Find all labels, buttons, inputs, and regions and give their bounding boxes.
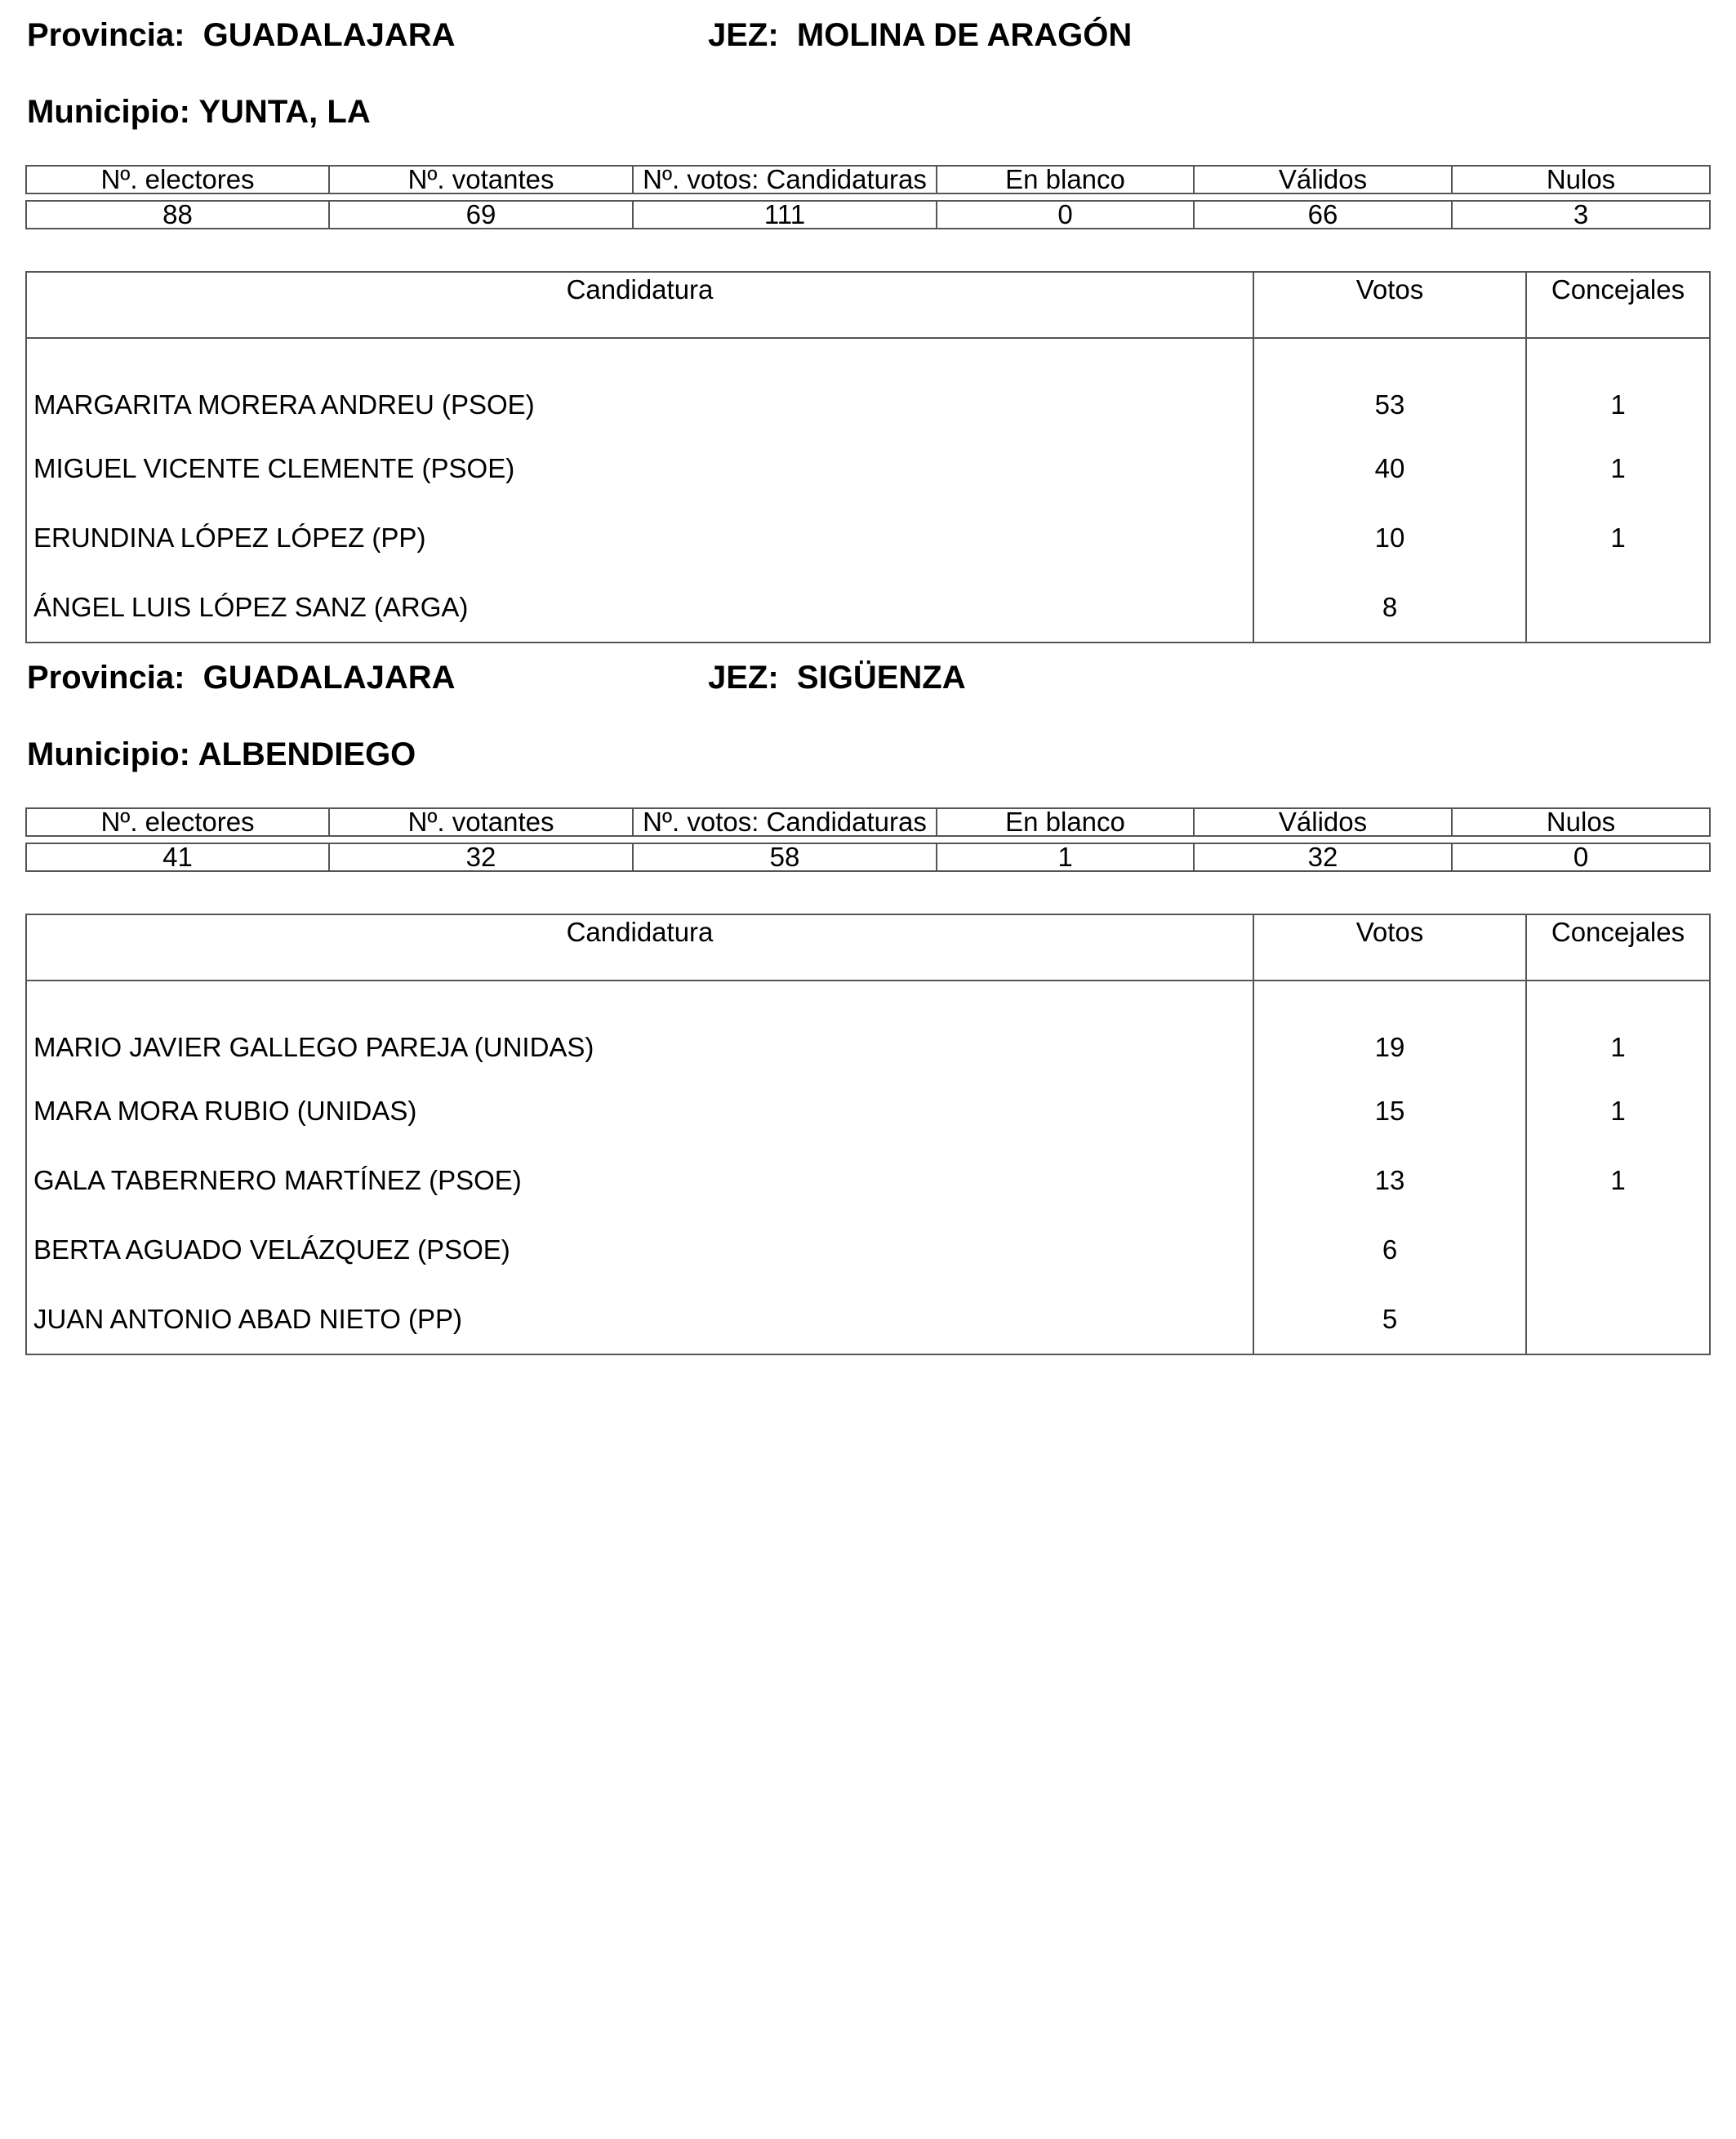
candidatura-header: Candidatura xyxy=(26,272,1253,338)
candidate-row xyxy=(26,434,1710,503)
summary-value-cell: 0 xyxy=(1452,843,1710,871)
summary-value-cell: 32 xyxy=(329,843,633,871)
candidate-concejales xyxy=(1526,1215,1710,1284)
provincia-label: Provincia: xyxy=(27,17,185,53)
candidate-name: MARIO JAVIER GALLEGO PAREJA (UNIDAS) xyxy=(26,981,1253,1076)
summary-header-cell: Válidos xyxy=(1194,166,1452,193)
provincia-heading xyxy=(27,659,456,696)
candidate-row xyxy=(26,572,1710,643)
jez-heading xyxy=(708,16,1132,54)
candidate-name: ERUNDINA LÓPEZ LÓPEZ (PP) xyxy=(26,503,1253,572)
summary-header-cell: Nº. votantes xyxy=(329,166,633,193)
results-header-row xyxy=(26,914,1710,981)
summary-value-cell: 3 xyxy=(1452,201,1710,229)
candidate-row xyxy=(26,981,1710,1076)
results-header-row xyxy=(26,272,1710,338)
candidate-concejales xyxy=(1526,572,1710,643)
candidate-votos: 6 xyxy=(1253,1215,1526,1284)
summary-value-cell: 32 xyxy=(1194,843,1452,871)
candidate-name: BERTA AGUADO VELÁZQUEZ (PSOE) xyxy=(26,1215,1253,1284)
jez-value: MOLINA DE ARAGÓN xyxy=(796,17,1133,53)
candidate-row xyxy=(26,1076,1710,1145)
provincia-value: GUADALAJARA xyxy=(203,660,456,696)
candidate-votos: 5 xyxy=(1253,1284,1526,1354)
candidate-name: MIGUEL VICENTE CLEMENTE (PSOE) xyxy=(26,434,1253,503)
summary-header-cell: Nº. electores xyxy=(26,166,329,193)
candidate-name: ÁNGEL LUIS LÓPEZ SANZ (ARGA) xyxy=(26,572,1253,643)
candidate-votos: 40 xyxy=(1253,434,1526,503)
jez-label: JEZ: xyxy=(708,17,779,53)
candidate-concejales: 1 xyxy=(1526,1076,1710,1145)
summary-header-cell: Válidos xyxy=(1194,808,1452,836)
summary-value-cell: 41 xyxy=(26,843,329,871)
municipio-value: ALBENDIEGO xyxy=(198,736,416,772)
candidate-votos: 15 xyxy=(1253,1076,1526,1145)
municipio-section-yunta xyxy=(25,15,1709,622)
candidate-votos: 53 xyxy=(1253,338,1526,434)
concejales-header: Concejales xyxy=(1526,914,1710,981)
results-table xyxy=(25,271,1711,643)
summary-values-table xyxy=(25,843,1711,872)
summary-header-cell: Nº. votantes xyxy=(329,808,633,836)
summary-value-row xyxy=(26,201,1710,229)
candidatura-header: Candidatura xyxy=(26,914,1253,981)
results-table xyxy=(25,914,1711,1355)
summary-table xyxy=(25,807,1711,837)
candidate-row xyxy=(26,503,1710,572)
summary-header-cell: En blanco xyxy=(937,166,1194,193)
votos-header: Votos xyxy=(1253,272,1526,338)
summary-value-cell: 0 xyxy=(937,201,1194,229)
jez-value: SIGÜENZA xyxy=(796,660,966,696)
summary-value-row xyxy=(26,843,1710,871)
municipio-section-albendiego xyxy=(25,657,1709,1343)
candidate-row xyxy=(26,1284,1710,1354)
candidate-concejales: 1 xyxy=(1526,981,1710,1076)
candidate-votos: 13 xyxy=(1253,1145,1526,1215)
candidate-name: MARGARITA MORERA ANDREU (PSOE) xyxy=(26,338,1253,434)
municipio-heading xyxy=(27,93,371,131)
candidate-votos: 10 xyxy=(1253,503,1526,572)
candidate-name: JUAN ANTONIO ABAD NIETO (PP) xyxy=(26,1284,1253,1354)
candidate-row xyxy=(26,1145,1710,1215)
candidate-concejales: 1 xyxy=(1526,1145,1710,1215)
summary-header-row xyxy=(26,808,1710,836)
summary-value-cell: 66 xyxy=(1194,201,1452,229)
summary-value-cell: 88 xyxy=(26,201,329,229)
summary-table xyxy=(25,165,1711,194)
municipio-label: Municipio: xyxy=(27,736,190,772)
summary-header-cell: Nulos xyxy=(1452,808,1710,836)
provincia-label: Provincia: xyxy=(27,660,185,696)
candidate-concejales: 1 xyxy=(1526,338,1710,434)
provincia-heading xyxy=(27,16,456,54)
summary-values-table xyxy=(25,200,1711,229)
summary-header-cell: Nº. electores xyxy=(26,808,329,836)
provincia-value: GUADALAJARA xyxy=(203,17,456,53)
summary-header-row xyxy=(26,166,1710,193)
candidate-row xyxy=(26,338,1710,434)
candidate-row xyxy=(26,1215,1710,1284)
summary-value-cell: 69 xyxy=(329,201,633,229)
municipio-heading xyxy=(27,736,416,773)
summary-value-cell: 1 xyxy=(937,843,1194,871)
candidate-name: GALA TABERNERO MARTÍNEZ (PSOE) xyxy=(26,1145,1253,1215)
concejales-header: Concejales xyxy=(1526,272,1710,338)
summary-value-cell: 111 xyxy=(633,201,937,229)
candidate-name: MARA MORA RUBIO (UNIDAS) xyxy=(26,1076,1253,1145)
jez-heading xyxy=(708,659,966,696)
candidate-concejales: 1 xyxy=(1526,434,1710,503)
summary-header-cell: Nº. votos: Candidaturas xyxy=(633,166,937,193)
municipio-value: YUNTA, LA xyxy=(198,94,371,130)
summary-value-cell: 58 xyxy=(633,843,937,871)
summary-header-cell: Nulos xyxy=(1452,166,1710,193)
candidate-votos: 8 xyxy=(1253,572,1526,643)
municipio-label: Municipio: xyxy=(27,94,190,130)
candidate-concejales: 1 xyxy=(1526,503,1710,572)
jez-label: JEZ: xyxy=(708,660,779,696)
summary-header-cell: En blanco xyxy=(937,808,1194,836)
candidate-votos: 19 xyxy=(1253,981,1526,1076)
candidate-concejales xyxy=(1526,1284,1710,1354)
votos-header: Votos xyxy=(1253,914,1526,981)
summary-header-cell: Nº. votos: Candidaturas xyxy=(633,808,937,836)
